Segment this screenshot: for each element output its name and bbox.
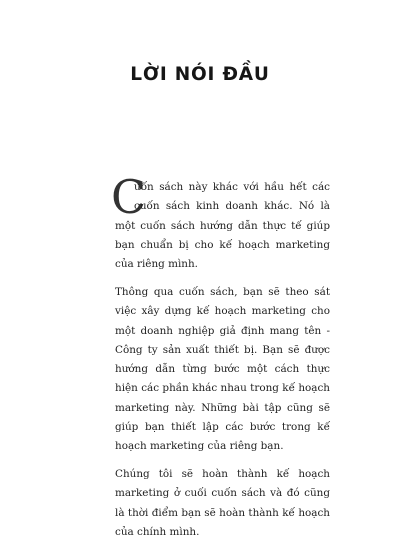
paragraph-1-text: uốn sách này khác với hầu hết các cuốn sách kinh doanh khác. Nó là một cuốn sách hướng dẫn thực tế giúp bạn chuẩn bị cho kế hoạch marketing của riêng mình. [115,181,330,271]
paragraph-3: Chúng tôi sẽ hoàn thành kế hoạch marketing ở cuối cuốn sách và đó cũng là thời điểm bạn sẽ hoàn thành kế hoạch của chính mình. [115,468,330,539]
page-title: LỜI NÓI ĐẦU [130,64,270,85]
paragraph-2: Thông qua cuốn sách, bạn sẽ theo sát việc xây dựng kế hoạch marketing cho một doanh nghiệp giả định mang tên - Công ty sản xuất thiết bị. Bạn sẽ được hướng dẫn từng bước một cách thực hiện các phần khác nhau trong kế hoạch marketing này. Những bài tập cũng sẽ giúp bạn thiết lập các bước trong kế hoạch marketing của riêng bạn. [115,285,330,453]
paragraph-1 [111,170,330,274]
preface-body [111,170,330,551]
drop-cap-letter: C [111,170,147,224]
